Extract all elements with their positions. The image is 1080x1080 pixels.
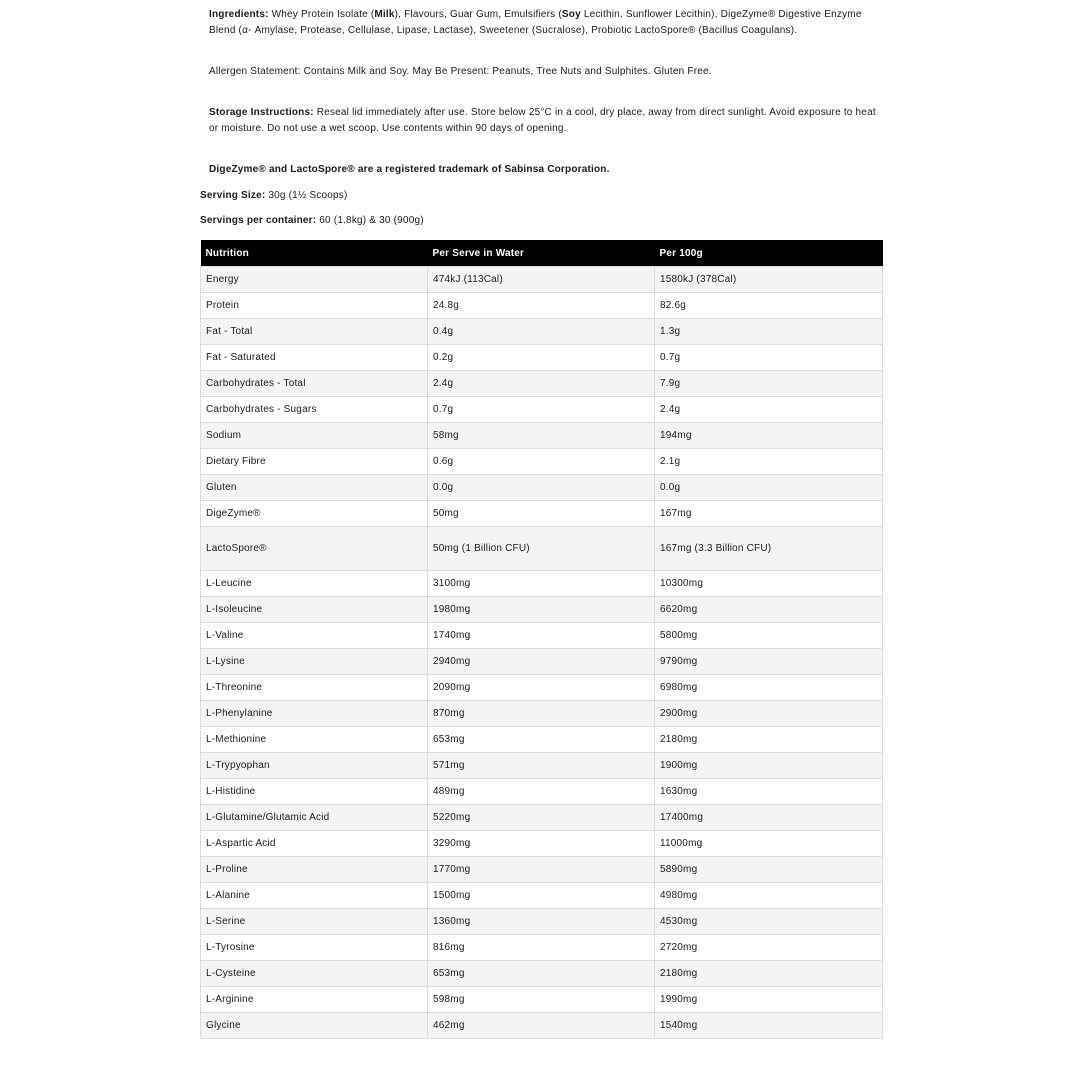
table-row bbox=[201, 1013, 883, 1039]
per-serve-value: 0.7g bbox=[428, 397, 655, 423]
per-serve-value: 0.2g bbox=[428, 345, 655, 371]
per-serve-value: 2940mg bbox=[428, 649, 655, 675]
nutrition-table bbox=[200, 240, 883, 1039]
per-serve-value: 3290mg bbox=[428, 831, 655, 857]
nutrition-header-row bbox=[201, 240, 883, 267]
per-serve-value: 58mg bbox=[428, 423, 655, 449]
table-row bbox=[201, 397, 883, 423]
table-row bbox=[201, 701, 883, 727]
per-serve-value: 462mg bbox=[428, 1013, 655, 1039]
nutrient-name: L-Histidine bbox=[201, 779, 428, 805]
per-100g-value: 0.0g bbox=[655, 475, 883, 501]
nutrient-name: L-Trypyophan bbox=[201, 753, 428, 779]
per-serve-value: 2.4g bbox=[428, 371, 655, 397]
per-serve-value: 1770mg bbox=[428, 857, 655, 883]
table-row bbox=[201, 449, 883, 475]
table-row bbox=[201, 909, 883, 935]
header-nutrition: Nutrition bbox=[201, 240, 428, 267]
per-100g-value: 0.7g bbox=[655, 345, 883, 371]
nutrient-name: L-Glutamine/Glutamic Acid bbox=[201, 805, 428, 831]
per-serve-value: 1740mg bbox=[428, 623, 655, 649]
per-serve-value: 2090mg bbox=[428, 675, 655, 701]
per-100g-value: 9790mg bbox=[655, 649, 883, 675]
allergen-statement: Allergen Statement: Contains Milk and Soy. May Be Present: Peanuts, Tree Nuts and Sulphites. Gluten Free. bbox=[209, 66, 712, 77]
table-row bbox=[201, 883, 883, 909]
nutrient-name: L-Methionine bbox=[201, 727, 428, 753]
table-row bbox=[201, 961, 883, 987]
ingredients-text-3: Lecithin, Sunflower Lecithin), DigeZyme® Digestive Enzyme Blend (α- Amylase, Protease, Cellulase, Lipase, Lactase), Sweetener (Sucralose), Probiotic LactoSpore® (Bacillus Coagulans). bbox=[209, 9, 862, 36]
nutrient-name: Glycine bbox=[201, 1013, 428, 1039]
per-serve-value: 653mg bbox=[428, 727, 655, 753]
per-100g-value: 4530mg bbox=[655, 909, 883, 935]
nutrient-name: L-Arginine bbox=[201, 987, 428, 1013]
table-row bbox=[201, 319, 883, 345]
ingredients-text-2: ), Flavours, Guar Gum, Emulsifiers ( bbox=[394, 9, 562, 20]
per-100g-value: 6620mg bbox=[655, 597, 883, 623]
per-100g-value: 1540mg bbox=[655, 1013, 883, 1039]
per-100g-value: 2900mg bbox=[655, 701, 883, 727]
servings-per-container-value: 60 (1.8kg) & 30 (900g) bbox=[316, 215, 424, 226]
nutrition-table-body bbox=[201, 267, 883, 1039]
table-row bbox=[201, 527, 883, 571]
table-row bbox=[201, 597, 883, 623]
table-row bbox=[201, 623, 883, 649]
header-per-serve: Per Serve in Water bbox=[428, 240, 655, 267]
table-row bbox=[201, 779, 883, 805]
table-row bbox=[201, 501, 883, 527]
per-serve-value: 1360mg bbox=[428, 909, 655, 935]
header-per-100g: Per 100g bbox=[655, 240, 883, 267]
ingredients-label: Ingredients: bbox=[209, 9, 269, 20]
per-100g-value: 2.4g bbox=[655, 397, 883, 423]
table-row bbox=[201, 935, 883, 961]
per-100g-value: 1990mg bbox=[655, 987, 883, 1013]
per-serve-value: 3100mg bbox=[428, 571, 655, 597]
ingredients-paragraph bbox=[209, 7, 881, 39]
per-serve-value: 1500mg bbox=[428, 883, 655, 909]
servings-per-container bbox=[200, 213, 424, 229]
per-serve-value: 598mg bbox=[428, 987, 655, 1013]
table-row bbox=[201, 293, 883, 319]
per-serve-value: 489mg bbox=[428, 779, 655, 805]
nutrient-name: L-Serine bbox=[201, 909, 428, 935]
nutrient-name: Energy bbox=[201, 267, 428, 293]
table-row bbox=[201, 675, 883, 701]
per-100g-value: 7.9g bbox=[655, 371, 883, 397]
trademark-notice: DigeZyme® and LactoSpore® are a registered trademark of Sabinsa Corporation. bbox=[209, 164, 610, 175]
table-row bbox=[201, 571, 883, 597]
per-100g-value: 167mg bbox=[655, 501, 883, 527]
per-serve-value: 870mg bbox=[428, 701, 655, 727]
table-row bbox=[201, 371, 883, 397]
per-serve-value: 571mg bbox=[428, 753, 655, 779]
per-serve-value: 1980mg bbox=[428, 597, 655, 623]
nutrient-name: L-Alanine bbox=[201, 883, 428, 909]
servings-per-container-label: Servings per container: bbox=[200, 215, 317, 226]
nutrient-name: Protein bbox=[201, 293, 428, 319]
nutrient-name: Fat - Total bbox=[201, 319, 428, 345]
per-100g-value: 1.3g bbox=[655, 319, 883, 345]
table-row bbox=[201, 727, 883, 753]
per-100g-value: 17400mg bbox=[655, 805, 883, 831]
table-row bbox=[201, 475, 883, 501]
nutrient-name: L-Lysine bbox=[201, 649, 428, 675]
per-100g-value: 5890mg bbox=[655, 857, 883, 883]
serving-size-label: Serving Size: bbox=[200, 190, 266, 201]
per-100g-value: 1900mg bbox=[655, 753, 883, 779]
storage-instructions bbox=[209, 105, 881, 137]
per-100g-value: 4980mg bbox=[655, 883, 883, 909]
nutrient-name: DigeZyme® bbox=[201, 501, 428, 527]
per-100g-value: 11000mg bbox=[655, 831, 883, 857]
per-100g-value: 2.1g bbox=[655, 449, 883, 475]
per-100g-value: 2180mg bbox=[655, 727, 883, 753]
table-row bbox=[201, 805, 883, 831]
nutrient-name: Dietary Fibre bbox=[201, 449, 428, 475]
nutrient-name: LactoSpore® bbox=[201, 527, 428, 571]
per-serve-value: 24.8g bbox=[428, 293, 655, 319]
per-serve-value: 0.0g bbox=[428, 475, 655, 501]
table-row bbox=[201, 987, 883, 1013]
table-row bbox=[201, 649, 883, 675]
allergen-milk: Milk bbox=[374, 9, 395, 20]
per-serve-value: 5220mg bbox=[428, 805, 655, 831]
table-row bbox=[201, 857, 883, 883]
per-100g-value: 82.6g bbox=[655, 293, 883, 319]
nutrient-name: L-Isoleucine bbox=[201, 597, 428, 623]
per-serve-value: 0.6g bbox=[428, 449, 655, 475]
table-row bbox=[201, 267, 883, 293]
storage-text: Reseal lid immediately after use. Store below 25°C in a cool, dry place, away from direct sunlight. Avoid exposure to heat or moisture. Do not use a wet scoop. Use contents within 90 days of opening. bbox=[209, 107, 876, 134]
nutrient-name: L-Threonine bbox=[201, 675, 428, 701]
nutrient-name: Fat - Saturated bbox=[201, 345, 428, 371]
table-row bbox=[201, 831, 883, 857]
per-serve-value: 474kJ (113Cal) bbox=[428, 267, 655, 293]
ingredients-text-1: Whey Protein Isolate ( bbox=[268, 9, 375, 20]
per-100g-value: 167mg (3.3 Billion CFU) bbox=[655, 527, 883, 571]
serving-size-value: 30g (1½ Scoops) bbox=[265, 190, 348, 201]
per-100g-value: 1630mg bbox=[655, 779, 883, 805]
per-100g-value: 10300mg bbox=[655, 571, 883, 597]
nutrient-name: Sodium bbox=[201, 423, 428, 449]
nutrient-name: L-Valine bbox=[201, 623, 428, 649]
nutrient-name: Carbohydrates - Total bbox=[201, 371, 428, 397]
nutrient-name: L-Aspartic Acid bbox=[201, 831, 428, 857]
per-serve-value: 816mg bbox=[428, 935, 655, 961]
nutrient-name: L-Proline bbox=[201, 857, 428, 883]
table-row bbox=[201, 753, 883, 779]
nutrient-name: Carbohydrates - Sugars bbox=[201, 397, 428, 423]
table-row bbox=[201, 423, 883, 449]
nutrient-name: L-Tyrosine bbox=[201, 935, 428, 961]
per-serve-value: 50mg (1 Billion CFU) bbox=[428, 527, 655, 571]
per-100g-value: 6980mg bbox=[655, 675, 883, 701]
nutrient-name: L-Phenylanine bbox=[201, 701, 428, 727]
nutrient-name: L-Cysteine bbox=[201, 961, 428, 987]
nutrient-name: Gluten bbox=[201, 475, 428, 501]
table-row bbox=[201, 345, 883, 371]
nutrient-name: L-Leucine bbox=[201, 571, 428, 597]
storage-label: Storage Instructions: bbox=[209, 107, 314, 118]
per-100g-value: 2180mg bbox=[655, 961, 883, 987]
per-serve-value: 0.4g bbox=[428, 319, 655, 345]
serving-size bbox=[200, 188, 348, 204]
allergen-soy: Soy bbox=[561, 9, 581, 20]
per-serve-value: 50mg bbox=[428, 501, 655, 527]
per-100g-value: 194mg bbox=[655, 423, 883, 449]
per-serve-value: 653mg bbox=[428, 961, 655, 987]
per-100g-value: 2720mg bbox=[655, 935, 883, 961]
per-100g-value: 5800mg bbox=[655, 623, 883, 649]
per-100g-value: 1580kJ (378Cal) bbox=[655, 267, 883, 293]
